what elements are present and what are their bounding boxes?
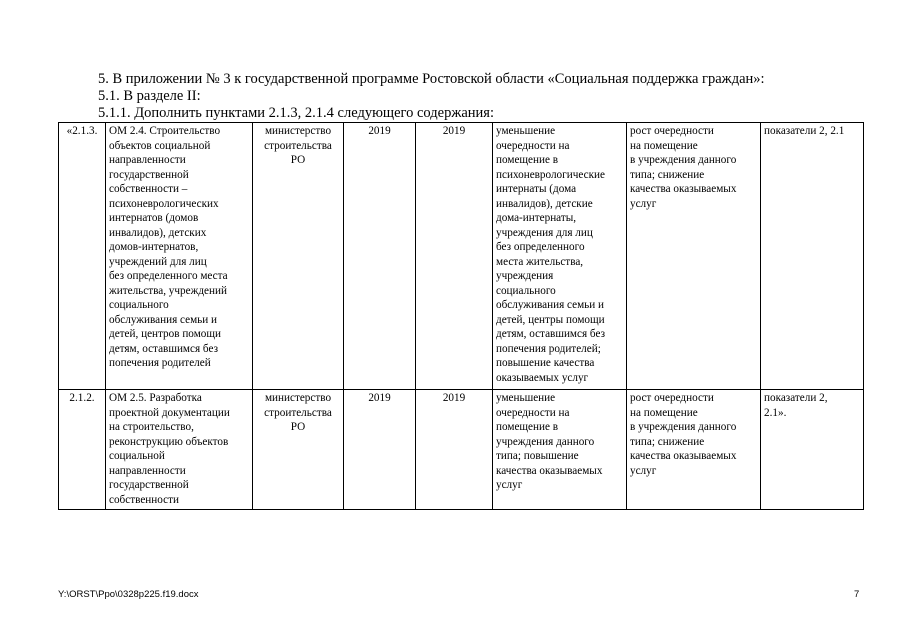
file-path-footer: Y:\ORST\Ppo\0328p225.f19.docx — [58, 589, 199, 600]
page-number: 7 — [854, 589, 860, 600]
expected-result-cell: уменьшение очередности на помещение в учреждения данного типа; повышение качества оказываемых услуг — [493, 390, 627, 510]
measure-cell: ОМ 2.5. Разработка проектной документации на строительство, реконструкцию объектов социальной направленности государственной собственности — [106, 390, 253, 510]
row-number-cell: «2.1.3. — [59, 123, 106, 390]
consequence-cell: рост очередности на помещение в учреждения данного типа; снижение качества оказываемых услуг — [627, 123, 761, 390]
expected-result-cell: уменьшение очередности на помещение в психоневрологические интернаты (дома инвалидов), детские дома-интернаты, учреждения для лиц без определенного места жительства, учреждения социального обслуживания семьи и детей, центры помощи детям, оставшимся без попечения родителей; повышение качества оказываемых услуг — [493, 123, 627, 390]
measure-cell: ОМ 2.4. Строительство объектов социальной направленности государственной собственности – психоневрологических интернатов (домов инвалидов), детских домов-интернатов, учреждений для лиц без определенного места жительства, учреждений социального обслуживания семьи и детей, центров помощи детям, оставшимся без попечения родителей — [106, 123, 253, 390]
executor-cell: министерство строительства РО — [253, 123, 344, 390]
row-number-cell: 2.1.2. — [59, 390, 106, 510]
start-year-cell: 2019 — [344, 390, 416, 510]
consequence-cell: рост очередности на помещение в учреждения данного типа; снижение качества оказываемых услуг — [627, 390, 761, 510]
executor-cell: министерство строительства РО — [253, 390, 344, 510]
table-row — [59, 390, 864, 510]
program-measures-table — [58, 122, 864, 510]
start-year-cell: 2019 — [344, 123, 416, 390]
end-year-cell: 2019 — [416, 390, 493, 510]
paragraph-item-5-1-1: 5.1.1. Дополнить пунктами 2.1.3, 2.1.4 следующего содержания: — [98, 105, 494, 121]
indicators-cell: показатели 2, 2.1». — [761, 390, 864, 510]
table-row — [59, 123, 864, 390]
paragraph-item-5-1: 5.1. В разделе II: — [98, 88, 201, 104]
indicators-cell: показатели 2, 2.1 — [761, 123, 864, 390]
end-year-cell: 2019 — [416, 123, 493, 390]
paragraph-item-5: 5. В приложении № 3 к государственной программе Ростовской области «Социальная поддержка граждан»: — [98, 71, 765, 87]
